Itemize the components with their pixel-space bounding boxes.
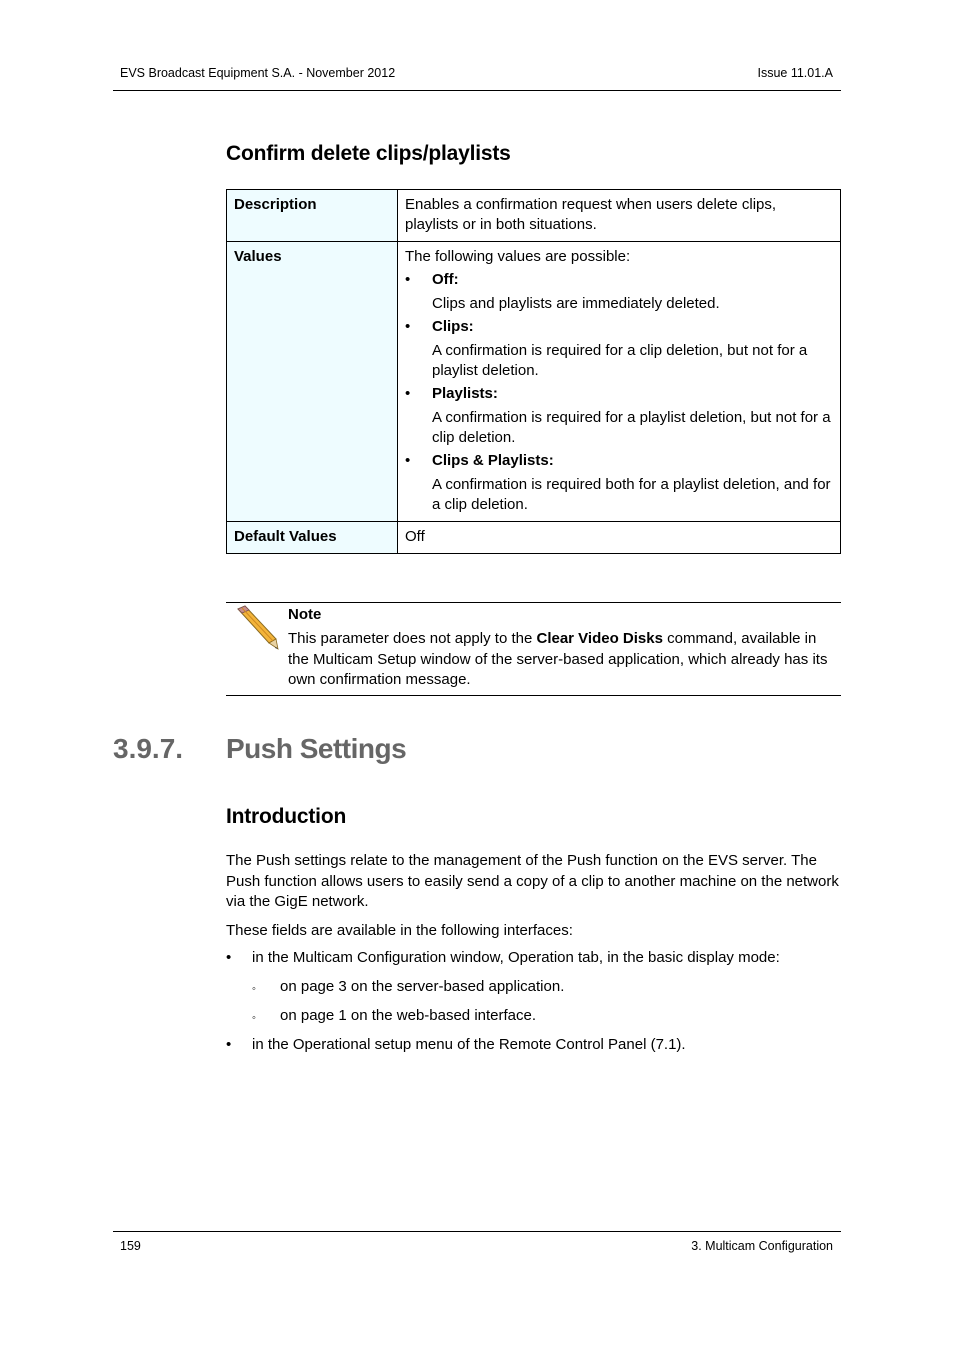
interfaces-paragraph: These fields are available in the following interfaces: xyxy=(226,922,573,939)
description-row xyxy=(227,190,841,242)
sub-bullet: ◦ xyxy=(252,1012,256,1024)
bullet: • xyxy=(405,385,411,402)
values-list xyxy=(405,270,833,515)
value-term: Clips & Playlists: xyxy=(432,452,554,469)
intro-paragraph: The Push settings relate to the management of the Push function on the EVS server. The Push function allows users to easily send a copy of a clip to another machine on the network via the GigE network. xyxy=(226,852,839,910)
bullet: • xyxy=(405,452,411,469)
value-item xyxy=(405,270,833,314)
note-text-part: command, available in the Multicam Setup window of the server-based application, which already has its own confirmation message. xyxy=(288,630,828,688)
sub-list-item: on page 1 on the web-based interface. xyxy=(280,1007,537,1024)
section-number: 3.9.7. xyxy=(113,733,184,764)
header-issue: Issue 11.01.A xyxy=(757,66,833,80)
value-description: A confirmation is required for a clip deletion, but not for a playlist deletion. xyxy=(432,342,808,379)
confirm-delete-heading: Confirm delete clips/playlists xyxy=(226,142,511,165)
bullet: • xyxy=(405,271,411,288)
value-term: Clips: xyxy=(432,318,474,335)
default-row xyxy=(227,522,841,554)
note-text-part: This parameter does not apply to the xyxy=(288,630,537,647)
parameter-table xyxy=(226,189,841,554)
default-label: Default Values xyxy=(227,522,398,554)
values-row xyxy=(227,242,841,522)
bullet: • xyxy=(226,949,232,966)
page-footer xyxy=(113,1231,841,1256)
description-label: Description xyxy=(227,190,398,242)
values-label: Values xyxy=(227,242,398,522)
chapter-title: 3. Multicam Configuration xyxy=(691,1239,833,1253)
value-term: Playlists: xyxy=(432,385,498,402)
sub-bullet: ◦ xyxy=(252,983,256,995)
value-description: Clips and playlists are immediately deleted. xyxy=(432,295,720,312)
bullet: • xyxy=(226,1036,232,1053)
section-title: Push Settings xyxy=(226,733,407,764)
header-publisher: EVS Broadcast Equipment S.A. - November 2012 xyxy=(120,66,396,80)
values-intro: The following values are possible: xyxy=(405,248,631,265)
value-description: A confirmation is required for a playlist deletion, but not for a clip deletion. xyxy=(432,409,831,446)
list-item: in the Operational setup menu of the Remote Control Panel (7.1). xyxy=(252,1036,686,1053)
value-item xyxy=(405,451,833,515)
pencil-icon xyxy=(232,605,280,653)
bullet: • xyxy=(405,318,411,335)
list-item: in the Multicam Configuration window, Operation tab, in the basic display mode: xyxy=(252,949,780,966)
note-command-name: Clear Video Disks xyxy=(536,630,663,647)
value-item xyxy=(405,384,833,448)
note-text xyxy=(288,629,838,691)
page-number: 159 xyxy=(120,1239,141,1253)
introduction-heading: Introduction xyxy=(226,805,347,828)
sub-list-item: on page 3 on the server-based application. xyxy=(280,978,565,995)
value-description: A confirmation is required both for a playlist deletion, and for a clip deletion. xyxy=(432,476,831,513)
values-cell xyxy=(398,242,841,522)
note-box xyxy=(226,602,841,696)
value-term: Off: xyxy=(432,271,459,288)
note-title: Note xyxy=(288,606,322,623)
description-text: Enables a confirmation request when users delete clips, playlists or in both situations. xyxy=(398,190,841,242)
page-header xyxy=(113,64,841,91)
default-value: Off xyxy=(398,522,841,554)
value-item xyxy=(405,317,833,381)
